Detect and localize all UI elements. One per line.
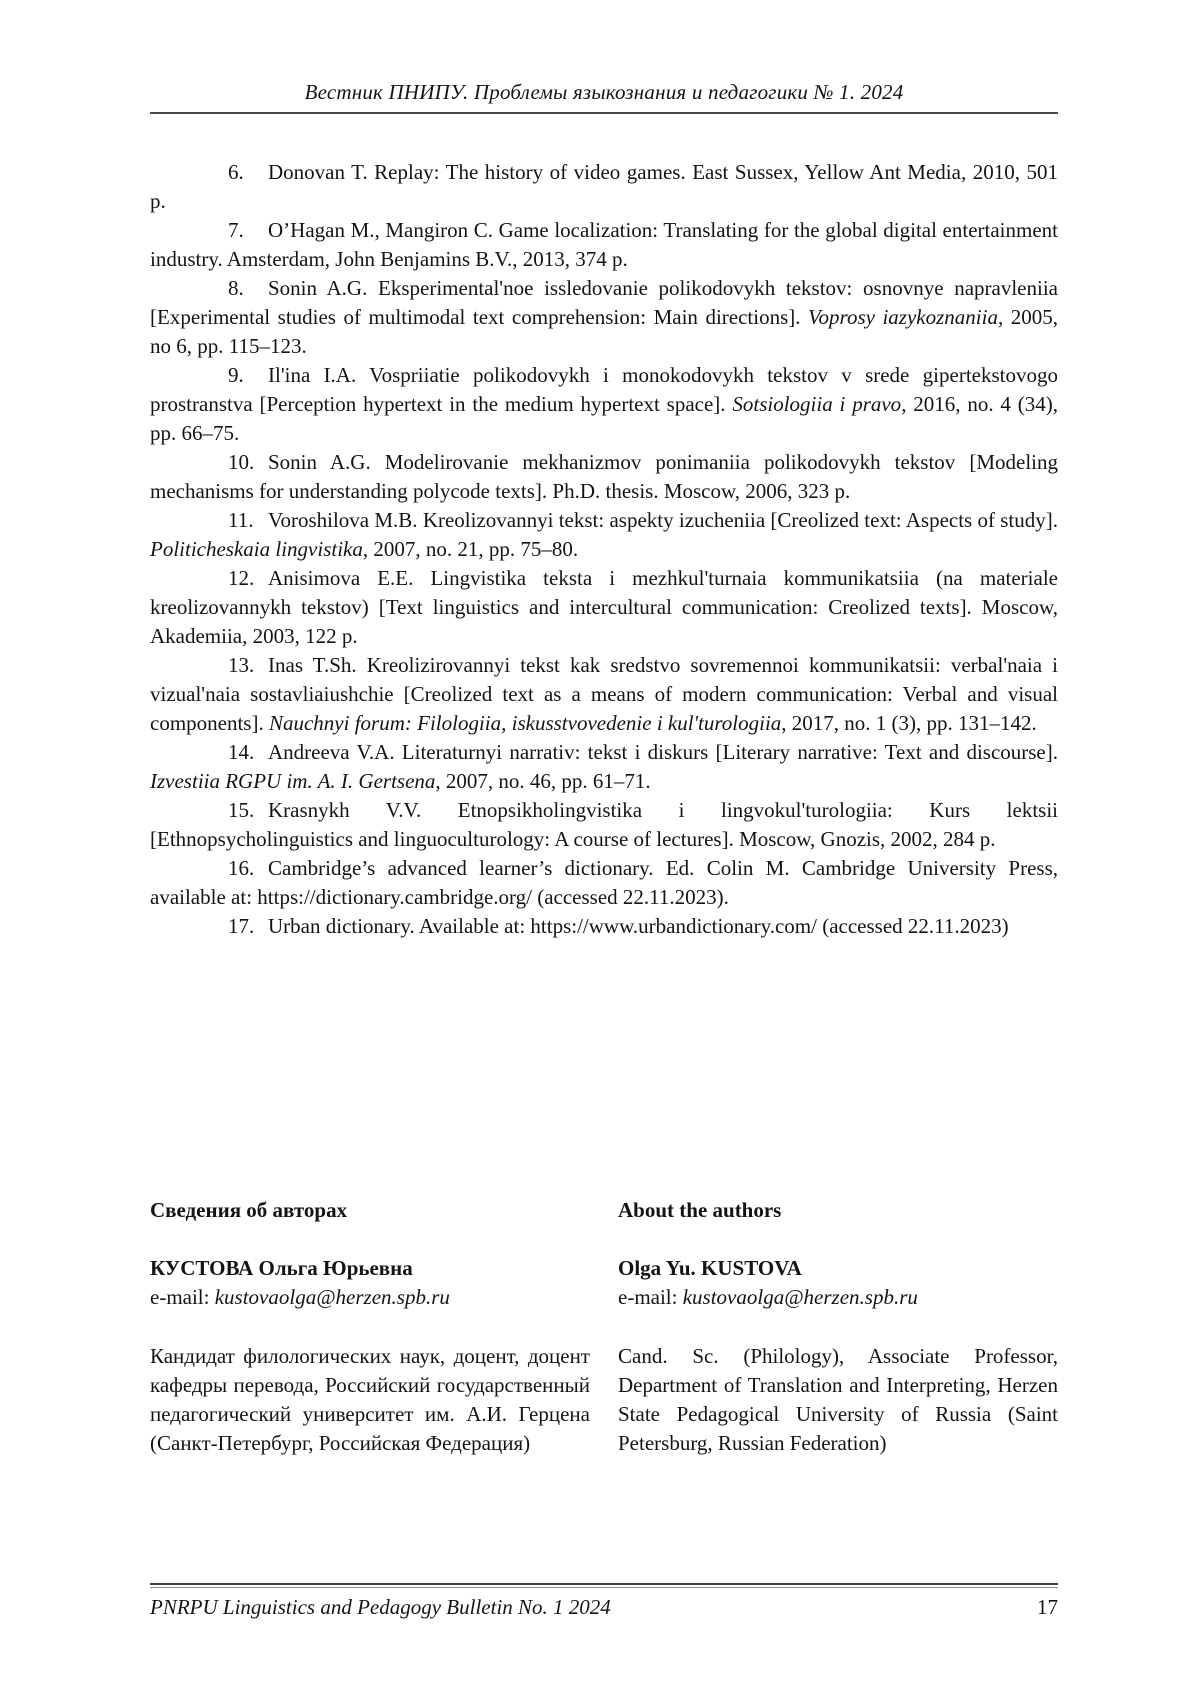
- reference-item: [150, 448, 1058, 506]
- reference-number: 15.: [228, 798, 255, 822]
- authors-heading-ru: Сведения об авторах: [150, 1198, 348, 1222]
- reference-journal-title: Sotsiologiia i pravo: [732, 392, 902, 416]
- header-rule: [150, 112, 1058, 114]
- reference-journal-title: Izvestiia RGPU im. A. I. Gertsena: [150, 769, 436, 793]
- reference-item: [150, 158, 1058, 216]
- reference-text: Andreeva V.A. Literaturnyi narrativ: tekst i diskurs [Literary narrative: Text and discourse].: [268, 740, 1058, 764]
- reference-text: , 2007, no. 21, pp. 75–80.: [362, 537, 579, 561]
- email-address-en: kustovaolga@herzen.spb.ru: [682, 1285, 918, 1309]
- author-email-en: [618, 1283, 1058, 1312]
- author-email-ru: [150, 1283, 590, 1312]
- reference-number: 16.: [228, 856, 255, 880]
- reference-text: Inas T.Sh. Kreolizirovannyi tekst kak sredstvo sovremennoi kommunikatsii: verbal'naia i vizual'naia sostavliaiushchie [Creolized text as a means of modern communication: Verbal and visual components].: [150, 653, 1058, 735]
- reference-item: [150, 796, 1058, 854]
- reference-text: Krasnykh V.V. Etnopsikholingvistika i lingvokul'turologiia: Kurs lektsii [Ethnopsycholinguistics and linguoculturology: A course of lectures]. Moscow, Gnozis, 2002, 284 p.: [150, 798, 1058, 851]
- running-head: Вестник ПНИПУ. Проблемы языкознания и педагогики № 1. 2024: [304, 80, 904, 104]
- reference-number: 6.: [228, 160, 244, 184]
- reference-item: [150, 361, 1058, 448]
- reference-text: , 2016, no. 4 (34), pp. 66–75.: [150, 392, 1058, 445]
- author-bio-en: Cand. Sc. (Philology), Associate Professor, Department of Translation and Interpreting, Herzen State Pedagogical University of Russia (Saint Petersburg, Russian Federation): [618, 1344, 1058, 1455]
- reference-number: 14.: [228, 740, 255, 764]
- footer-rule: [150, 1583, 1058, 1588]
- footer: [150, 1595, 1058, 1620]
- reference-item: [150, 564, 1058, 651]
- authors-section: [150, 1196, 1058, 1458]
- authors-column-en: [618, 1196, 1058, 1458]
- authors-heading-en: About the authors: [618, 1198, 782, 1222]
- reference-item: [150, 738, 1058, 796]
- reference-number: 7.: [228, 218, 244, 242]
- page-number: 17: [1037, 1595, 1058, 1619]
- email-label-en: e-mail:: [618, 1285, 683, 1309]
- footer-journal-title: PNRPU Linguistics and Pedagogy Bulletin No. 1 2024: [150, 1595, 611, 1619]
- reference-number: 17.: [228, 914, 255, 938]
- reference-text: O’Hagan M., Mangiron C. Game localization: Translating for the global digital entertainment industry. Amsterdam, John Benjamins B.V., 2013, 374 p.: [150, 218, 1058, 271]
- reference-number: 11.: [228, 508, 254, 532]
- email-address-ru: kustovaolga@herzen.spb.ru: [214, 1285, 450, 1309]
- reference-number: 13.: [228, 653, 255, 677]
- reference-item: [150, 506, 1058, 564]
- author-name-en: Olga Yu. KUSTOVA: [618, 1256, 802, 1280]
- reference-text: , 2007, no. 46, pp. 61–71.: [435, 769, 651, 793]
- authors-column-ru: [150, 1196, 590, 1458]
- author-name-ru: КУСТОВА Ольга Юрьевна: [150, 1256, 413, 1280]
- reference-text: Urban dictionary. Available at: https://www.urbandictionary.com/ (accessed 22.11.2023): [268, 914, 1009, 938]
- reference-number: 12.: [228, 566, 255, 590]
- reference-number: 8.: [228, 276, 244, 300]
- reference-text: , 2005, no 6, pp. 115–123.: [150, 305, 1059, 358]
- reference-journal-title: Nauchnyi forum: Filologiia, iskusstvovedenie i kul'turologiia: [268, 711, 782, 735]
- reference-text: Sonin A.G. Modelirovanie mekhanizmov ponimaniia polikodovykh tekstov [Modeling mechanisms for understanding polycode texts]. Ph.D. thesis. Moscow, 2006, 323 p.: [150, 450, 1058, 503]
- reference-text: Sonin A.G. Eksperimental'noe issledovanie polikodovykh tekstov: osnovnye napravleniia [Experimental studies of multimodal text comprehension: Main directions].: [150, 276, 1058, 329]
- reference-text: Voroshilova M.B. Kreolizovannyi tekst: aspekty izucheniia [Creolized text: Aspects of study].: [268, 508, 1058, 532]
- reference-journal-title: Politicheskaia lingvistika: [150, 537, 363, 561]
- reference-number: 10.: [228, 450, 255, 474]
- author-bio-ru: Кандидат филологических наук, доцент, доцент кафедры перевода, Российский государственный педагогический университет им. А.И. Герцена (Санкт-Петербург, Российская Федерация): [150, 1344, 590, 1455]
- reference-item: [150, 274, 1058, 361]
- reference-item: [150, 912, 1058, 941]
- email-label-ru: e-mail:: [150, 1285, 215, 1309]
- reference-text: Il'ina I.A. Vospriiatie polikodovykh i monokodovykh tekstov v srede gipertekstovogo prostranstva [Perception hypertext in the medium hypertext space].: [150, 363, 1058, 416]
- reference-text: Anisimova E.E. Lingvistika teksta i mezhkul'turnaia kommunikatsiia (na materiale kreolizovannykh tekstov) [Text linguistics and intercultural communication: Creolized texts]. Moscow, Akademiia, 2003, 122 p.: [150, 566, 1058, 648]
- reference-text: Cambridge’s advanced learner’s dictionary. Ed. Colin M. Cambridge University Press, available at: https://dictionary.cambridge.org/ (accessed 22.11.2023).: [150, 856, 1058, 909]
- reference-text: Donovan T. Replay: The history of video games. East Sussex, Yellow Ant Media, 2010, 501 p.: [150, 160, 1058, 213]
- reference-journal-title: Voprosy iazykoznaniia: [808, 305, 998, 329]
- reference-text: , 2017, no. 1 (3), pp. 131–142.: [781, 711, 1037, 735]
- reference-number: 9.: [228, 363, 244, 387]
- reference-item: [150, 854, 1058, 912]
- reference-item: [150, 216, 1058, 274]
- reference-item: [150, 651, 1058, 738]
- references-list: [150, 158, 1058, 941]
